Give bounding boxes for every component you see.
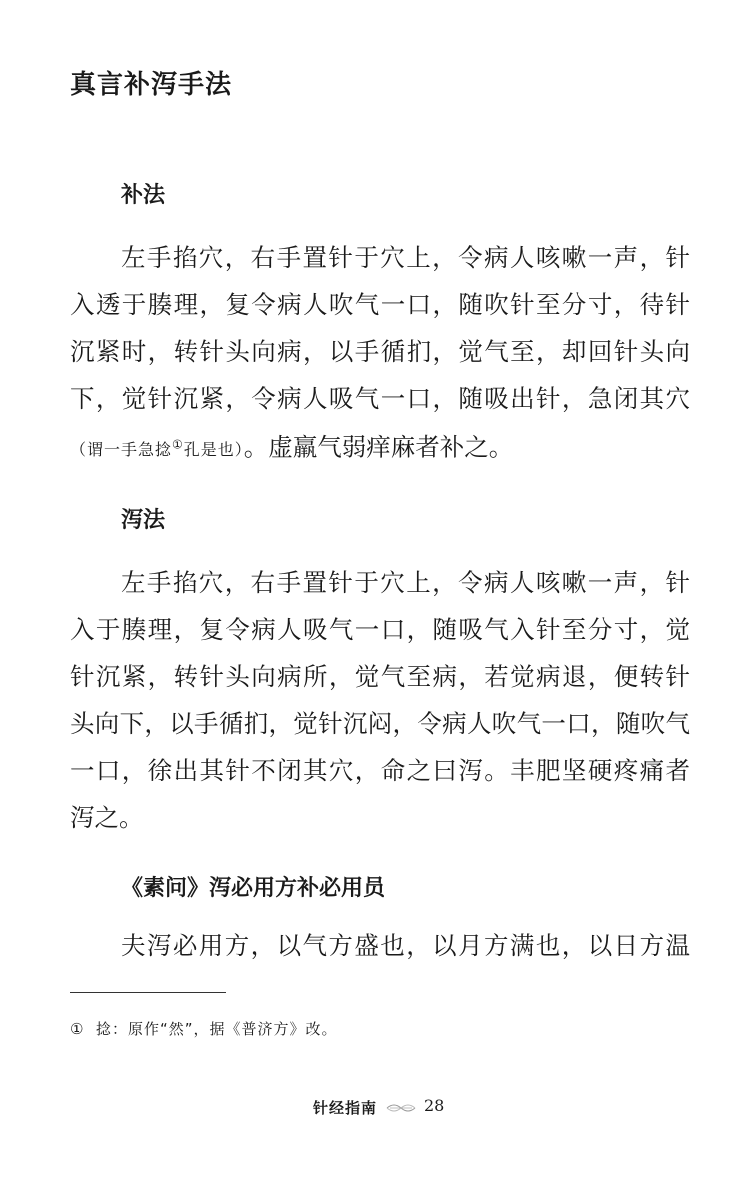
section-title-xie: 泻法	[121, 508, 166, 533]
footnote-divider	[70, 992, 226, 993]
body-line: 入于腠理，复令病人吸气一口，随吸气入针至分寸，觉	[70, 615, 690, 644]
body-line: 入透于腠理，复令病人吹气一口，随吹针至分寸，待针	[70, 290, 690, 319]
page-number: 28	[424, 1096, 445, 1115]
body-line: 泻之。	[70, 803, 144, 832]
footnote-marker: ①	[70, 1020, 85, 1038]
inline-annotation-text: 孔是也）	[183, 440, 244, 460]
body-line: 下，觉针沉紧，令病人吸气一口，随吸出针，急闭其穴	[70, 384, 690, 413]
body-line: 左手掐穴，右手置针于穴上，令病人咳嗽一声，针	[121, 243, 690, 272]
section-title-bu: 补法	[121, 183, 166, 208]
body-line: 头向下，以手循扪，觉针沉闷，令病人吹气一口，随吹气	[70, 709, 690, 738]
body-line: 一口，徐出其针不闭其穴，命之曰泻。丰肥坚硬疼痛者	[70, 756, 690, 785]
body-line: 夫泻必用方，以气方盛也，以月方满也，以日方温	[121, 931, 690, 960]
body-line-with-note	[70, 422, 690, 469]
section-title-suwen: 《素问》泻必用方补必用员	[121, 876, 386, 901]
footnote	[70, 1018, 338, 1039]
footnote-text: 捻：原作“然”，据《普济方》改。	[96, 1020, 338, 1038]
page-footer	[0, 1097, 750, 1119]
body-line: 左手掐穴，右手置针于穴上，令病人咳嗽一声，针	[121, 568, 690, 597]
inline-annotation-text: （谓一手急捻	[70, 440, 173, 460]
footnote-reference: ①	[172, 438, 184, 452]
body-line: 针沉紧，转针头向病所，觉气至病，若觉病退，便转针	[70, 662, 690, 691]
chapter-title: 真言补泻手法	[70, 70, 233, 100]
body-line: 沉紧时，转针头向病，以手循扪，觉气至，却回针头向	[70, 337, 690, 366]
ornament-icon	[386, 1101, 416, 1115]
body-text: 。虚羸气弱痒麻者补之。	[243, 432, 514, 462]
footer-book-title: 针经指南	[313, 1099, 378, 1117]
inline-annotation	[70, 440, 244, 459]
